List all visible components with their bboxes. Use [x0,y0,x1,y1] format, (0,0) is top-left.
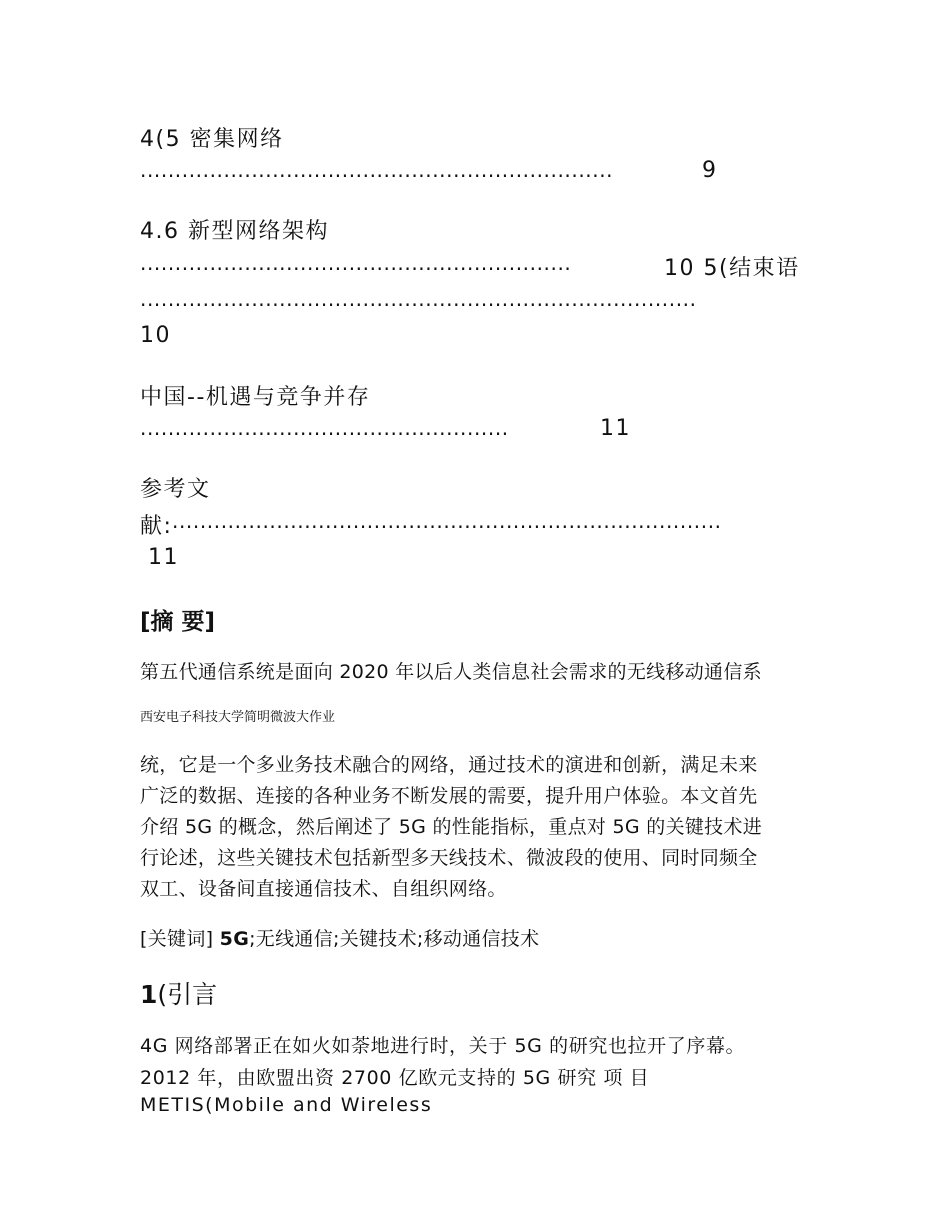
toc-page-number: 11 [148,545,179,570]
page-header-note: 西安电子科技大学简明微波大作业 [140,710,336,725]
abstract-line: 第五代通信系统是面向 2020 年以后人类信息社会需求的无线移动通信系 [140,661,762,683]
intro-line: METIS(Mobile and Wireless [140,1094,433,1116]
abstract-line: 双工、设备间直接通信技术、自组织网络。 [140,878,507,900]
toc-leader-dots: .................................................................... [140,158,614,182]
section-heading-intro [140,975,217,1011]
toc-entry-4-5-title: 4(5 密集网络 [140,127,284,152]
toc-page-number: 11 [600,416,631,441]
abstract-line: 介绍 5G 的概念，然后阐述了 5G 的性能指标，重点对 5G 的关键技术进 [140,816,763,838]
abstract-line: 广泛的数据、连接的各种业务不断发展的需要，提升用户体验。本文首先 [140,785,758,807]
toc-leader-dots: ..................................................... [140,416,509,440]
toc-entry-china-title: 中国--机遇与竞争并存 [140,385,371,410]
abstract-line: 统，它是一个多业务技术融合的网络，通过技术的演进和创新，满足未来 [140,754,758,776]
keywords-label: [关键词] [140,928,214,950]
keyword-5g: 5G [219,928,250,950]
toc-leader-dots: .............................................................. [140,251,572,275]
toc-leader-dots: ................................................................................ [140,287,697,311]
toc-leader-dots: ............................................................................... [172,509,722,533]
toc-page-number: 9 [702,158,718,183]
section-number: 1 [140,980,158,1009]
section-title: (引言 [157,980,218,1009]
keywords-line [140,924,539,951]
intro-line: 4G 网络部署正在如火如荼地进行时，关于 5G 的研究也拉开了序幕。 [140,1035,746,1057]
toc-entry-references-title: 参考文 [140,477,211,502]
toc-page-and-entry-5: 10 5(结束语 [664,256,800,281]
toc-page-number: 10 [140,323,171,348]
toc-entry-4-6-title: 4.6 新型网络架构 [140,219,329,244]
abstract-line: 行论述，这些关键技术包括新型多天线技术、微波段的使用、同时同频全 [140,847,758,869]
keywords-rest: ;无线通信;关键技术;移动通信技术 [249,928,540,950]
intro-line: 2012 年，由欧盟出资 2700 亿欧元支持的 5G 研究 项 目 [140,1067,650,1089]
toc-entry-references-title-cont: 献: [140,514,173,539]
abstract-heading: [摘 要] [140,609,216,635]
